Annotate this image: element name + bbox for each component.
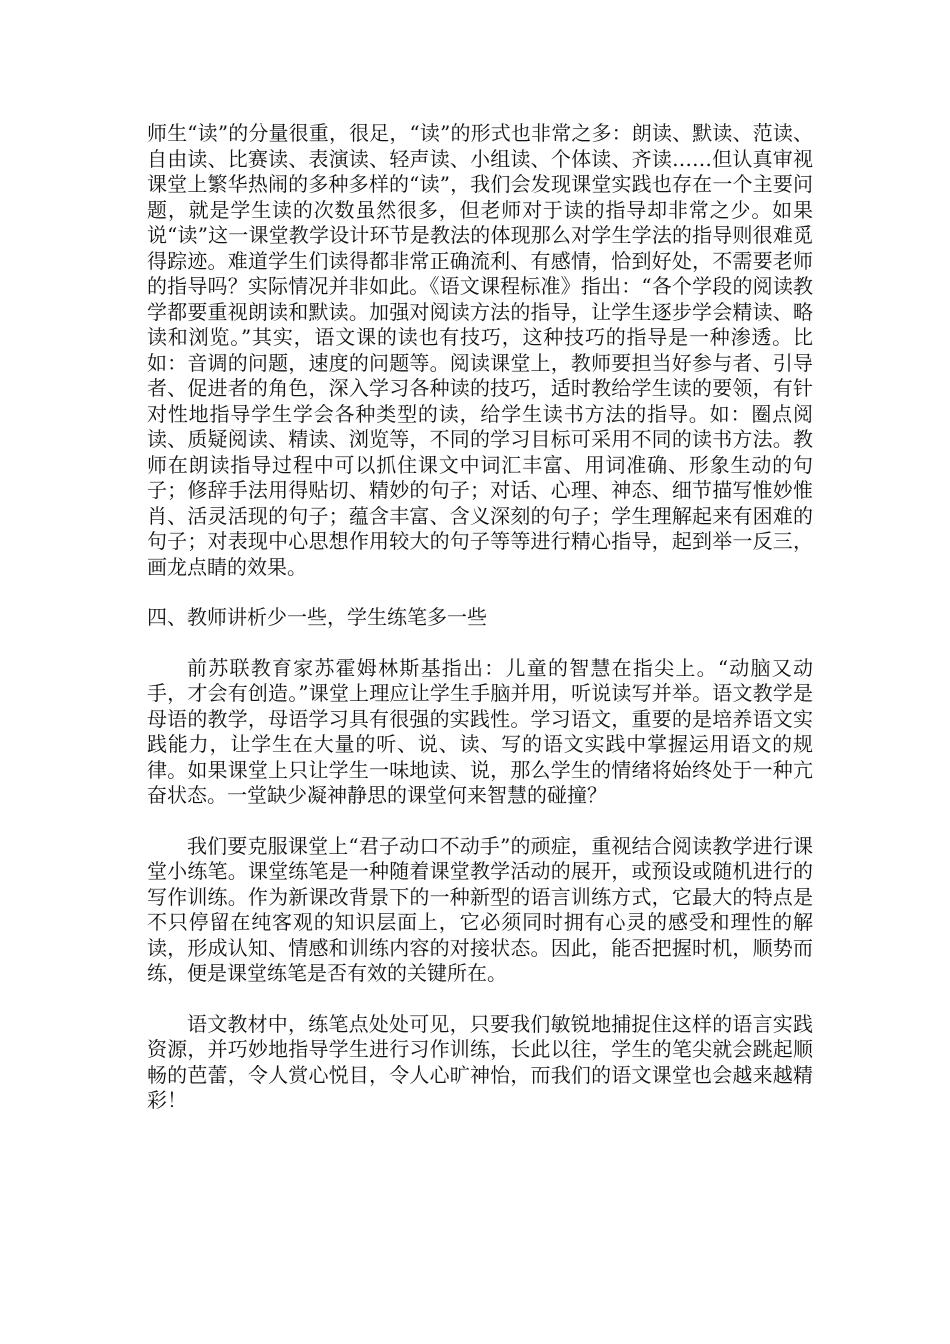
paragraph-reading-guidance: 师生“读”的分量很重，很足，“读”的形式也非常之多：朗读、默读、范读、自由读、比赛读、表演读、轻声读、小组读、个体读、齐读……但认真审视课堂上繁华热闹的多种多样的“读”，我们会发现课堂实践也存在一个主要问题，就是学生读的次数虽然很多，但老师对于读的指导却非常之少。如果说“读”这一课堂教学设计环节是教法的体现那么对学生学法的指导则很难觅得踪迹。难道学生们读得都非常正确流利、有感情，恰到好处，不需要老师的指导吗？实际情况并非如此。《语文课程标准》指出：“各个学段的阅读教学都要重视朗读和默读。加强对阅读方法的指导，让学生逐步学会精读、略读和浏览。”其实，语文课的读也有技巧，这种技巧的指导是一种渗透。比如：音调的问题，速度的问题等。阅读课堂上，教师要担当好参与者、引导者、促进者的角色，深入学习各种读的技巧，适时教给学生读的要领，有针对性地指导学生学会各种类型的读，给学生读书方法的指导。如：圈点阅读、质疑阅读、精读、浏览等，不同的学习目标可采用不同的读书方法。教师在朗读指导过程中可以抓住课文中词汇丰富、用词准确、形象生动的句子；修辞手法用得贴切、精妙的句子；对话、心理、神态、细节描写惟妙惟肖、活灵活现的句子；蕴含丰富、含义深刻的句子；学生理解起来有困难的句子；对表现中心思想作用较大的句子等等进行精心指导，起到举一反三，画龙点睛的效果。 <box>147 121 813 579</box>
paragraph-conclusion: 语文教材中，练笔点处处可见，只要我们敏锐地捕捉住这样的语言实践资源，并巧妙地指导学生进行习作训练，长此以往，学生的笔尖就会跳起顺畅的芭蕾，令人赏心悦目，令人心旷神怡，而我们的语文课堂也会越来越精彩！ <box>147 1011 813 1112</box>
document-page <box>147 121 813 1114</box>
section-heading: 四、教师讲析少一些，学生练笔多一些 <box>147 605 487 629</box>
paragraph-spacer <box>147 987 813 1012</box>
paragraph-spacer <box>147 631 813 656</box>
paragraph-sukhomlinsky: 前苏联教育家苏霍姆林斯基指出：儿童的智慧在指尖上。“动脑又动手，才会有创造。”课堂上理应让学生手脑并用，听说读写并举。语文教学是母语的教学，母语学习具有很强的实践性。学习语文，重要的是培养语文实践能力，让学生在大量的听、说、读、写的语文实践中掌握运用语文的规律。如果课堂上只让学生一味地读、说，那么学生的情绪将始终处于一种亢奋状态。一堂缺少凝神静思的课堂何来智慧的碰撞？ <box>147 655 813 807</box>
paragraph-spacer <box>147 809 813 834</box>
paragraph-classroom-writing: 我们要克服课堂上“君子动口不动手”的顽症，重视结合阅读教学进行课堂小练笔。课堂练笔是一种随着课堂教学活动的展开，或预设或随机进行的写作训练。作为新课改背景下的一种新型的语言训练方式，它最大的特点是不只停留在纯客观的知识层面上，它必须同时拥有心灵的感受和理性的解读，形成认知、情感和训练内容的对接状态。因此，能否把握时机，顺势而练，便是课堂练笔是否有效的关键所在。 <box>147 833 813 985</box>
paragraph-spacer <box>147 580 813 605</box>
